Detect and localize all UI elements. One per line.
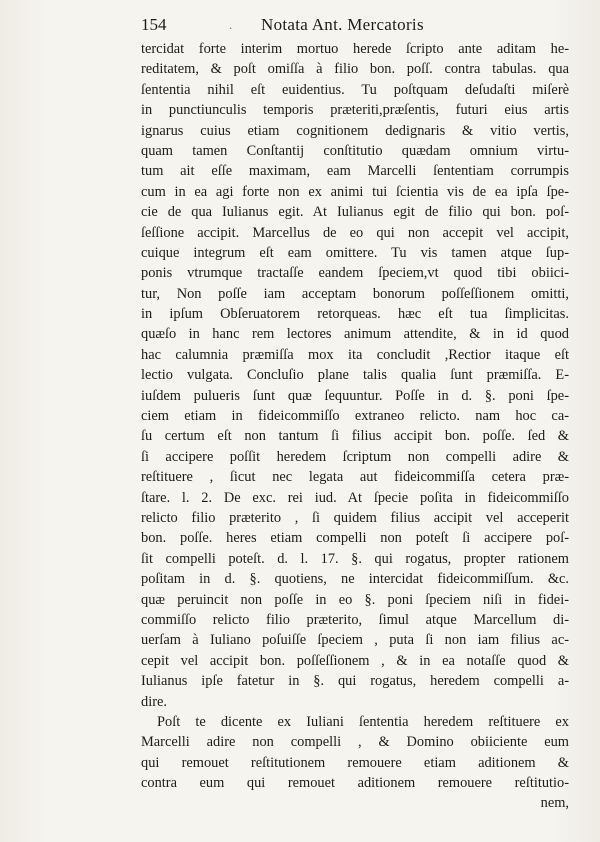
- text-line: quæ peruincit non poſſe in eo §. poni ſpeciem niſi in fidei-: [141, 591, 569, 608]
- header-dot: .: [229, 17, 233, 32]
- running-title: Notata Ant. Mercatoris: [261, 15, 424, 34]
- text-line: reſtituere , ſicut nec legata aut fideicommiſſa cetera præ-: [141, 469, 569, 486]
- text-line: ignarus cuius etiam cognitionem dedignaris & vitio vertis,: [141, 122, 569, 139]
- text-line: hac calumnia præmiſſa mox ita concludit ,Rectior itaque eſt: [141, 346, 569, 363]
- text-line: ciem etiam in fideicommiſſo extraneo relicto. nam hoc ca-: [141, 408, 569, 425]
- text-line: tur, Non poſſe iam acceptam bonorum poſſeſſionem omitti,: [141, 285, 569, 302]
- text-line: dire.: [141, 693, 167, 710]
- text-line: cuique integrum eſt eam omittere. Tu vis tamen atque ſup-: [141, 244, 569, 261]
- text-line: cepit vel accipit bon. poſſeſſionem , & in ea notaſſe quod &: [141, 652, 569, 669]
- text-line: poſitam in d. §. quotiens, ne intercidat fideicommiſſum. &c.: [141, 571, 569, 588]
- text-line: ſeſſione accipit. Marcellus de eo qui non accepit vel accipit,: [141, 224, 569, 241]
- text-line: relicto filio præterito , ſi quidem filius accipit vel acceperit: [141, 509, 569, 526]
- text-line: tercidat forte interim mortuo herede ſcripto ante aditam he-: [141, 41, 569, 57]
- text-line: ſu certum eſt non tantum ſi filius accipit bon. poſſe. ſed &: [141, 428, 569, 445]
- text-line: qui remouet reſtitutionem remouere etiam aditionem &: [141, 754, 569, 771]
- text-line: iuſdem pulueris ſunt quæ ſequuntur. Poſſe in d. §. poni ſpe-: [141, 387, 569, 404]
- text-line: Poſt te dicente ex Iuliani ſententia heredem reſtituere ex: [157, 713, 569, 730]
- text-line: in ipſum Obſeruatorem retorqueas. hæc eſt tua ſimplicitas.: [141, 306, 569, 323]
- running-head: [141, 14, 561, 36]
- text-line: cie de qua Iulianus egit. At Iulianus egit de filio qui bon. poſ-: [141, 204, 569, 221]
- text-line: bon. poſſe. heres etiam compelli non poteſt ſi accipere poſ-: [141, 530, 569, 547]
- text-line: ſententia nihil eſt euidentius. Tu poſtquam deſudaſti miſerè: [141, 81, 569, 98]
- text-line: tum ait eſſe maximam, eam Marcelli ſententiam corrumpis: [141, 163, 569, 180]
- text-line: quam tamen Conſtantij conſtitutio quædam omnium virtu-: [141, 142, 569, 159]
- text-line: contra eum qui remouet aditionem remouere reſtitutio-: [141, 775, 569, 792]
- text-line: quæſo in hanc rem lectores animum attendite, & in id quod: [141, 326, 569, 343]
- text-line: ſi accipere poſſit heredem ſcriptum non compelli adire &: [141, 448, 569, 465]
- text-line: lectio vulgata. Concluſio plane talis qualia ſunt præmiſſa. E-: [141, 367, 569, 384]
- text-block: [141, 39, 569, 814]
- text-line: reditatem, & poſt omiſſa à filio bon. poſſ. contra tabulas. qua: [141, 61, 569, 78]
- text-line: ſit compelli poteſt. d. l. 17. §. qui rogatus, propter rationem: [141, 550, 569, 567]
- text-line: ſtare. l. 2. De exc. rei iud. At ſpecie poſita in fideicommiſſo: [141, 489, 569, 506]
- paragraph-1: [141, 39, 569, 712]
- text-line: in punctiunculis temporis præteriti,præſentis, futuri eius artis: [141, 102, 569, 119]
- text-line: cum in ea agi forte non ex animi tui ſcientia vis de ea ipſa ſpe-: [141, 183, 569, 200]
- catchword: nem,: [540, 795, 569, 812]
- paragraph-2: [141, 712, 569, 794]
- text-line: commiſſo relicto filio præterito, ſimul atque Marcellum di-: [141, 611, 569, 628]
- text-line: uerſam à Iuliano poſuiſſe ſpeciem , puta ſi non iam filius ac-: [141, 632, 569, 649]
- page-number: 154: [141, 15, 167, 34]
- text-line: ponis vtrumque tractaſſe eandem ſpeciem,vt quod tibi obiici-: [141, 265, 569, 282]
- text-line: Iulianus ipſe fatetur in §. qui rogatus, heredem compelli a-: [141, 673, 569, 690]
- text-line: Marcelli adire non compelli , & Domino obiiciente eum: [141, 734, 569, 751]
